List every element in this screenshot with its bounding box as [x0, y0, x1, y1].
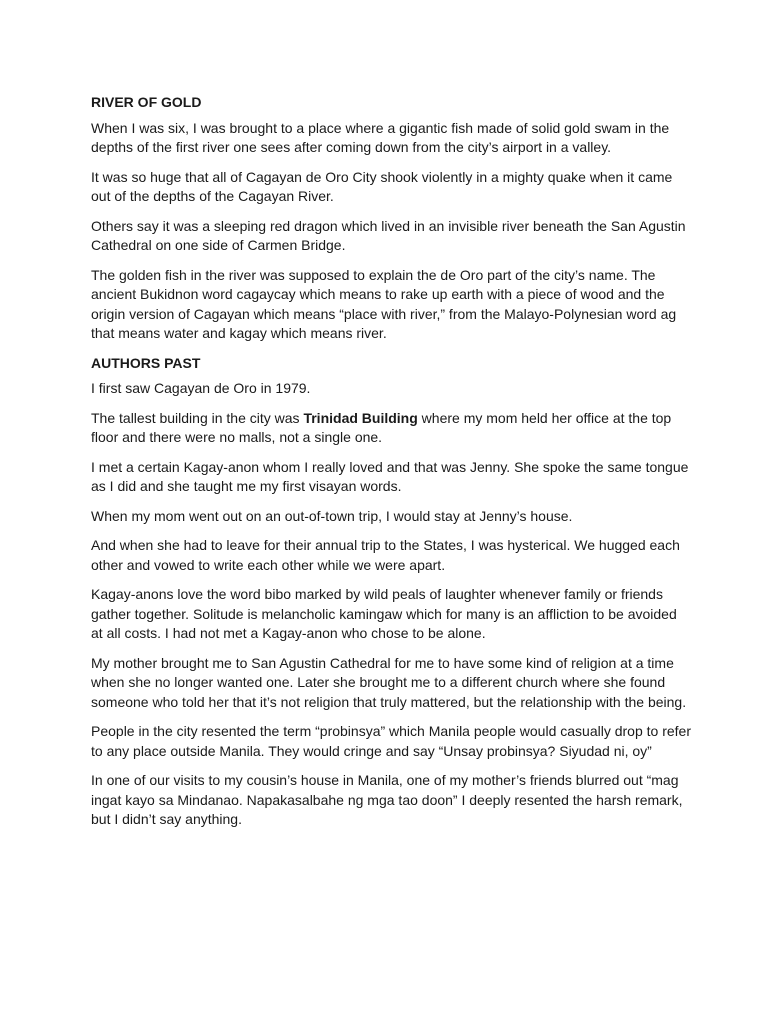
paragraph-text: The tallest building in the city was — [91, 409, 304, 426]
paragraph: It was so huge that all of Cagayan de Oro City shook violently in a mighty quake when it came out of the depths of the Cagayan River. — [91, 168, 673, 204]
paragraph-trinidad-building — [91, 409, 691, 448]
paragraph: I met a certain Kagay-anon whom I really loved and that was Jenny. She spoke the same tongue as I did and she taught me my first visayan words. — [91, 458, 689, 494]
paragraph: When I was six, I was brought to a place where a gigantic fish made of solid gold swam in the depths of the first river one sees after coming down from the city’s airport in a valley. — [91, 119, 670, 155]
paragraph: The golden fish in the river was supposed to explain the de Oro part of the city’s name. The ancient Bukidnon word cagaycay which means to rake up earth with a piece of wood and the origin version of Cagayan which means “place with river,” from the Malayo-Polynesian word ag that means water and kagay which means river. — [91, 266, 677, 341]
paragraph: And when she had to leave for their annual trip to the States, I was hysterical. We hugged each other and vowed to write each other while we were apart. — [91, 537, 680, 573]
paragraph-text: where my mom held her office at the top floor and there were no malls, not a single one. — [91, 409, 672, 445]
document-page — [91, 93, 691, 840]
section-heading-river-of-gold: RIVER OF GOLD — [91, 94, 202, 110]
section-heading-authors-past: AUTHORS PAST — [91, 354, 201, 371]
paragraph: Kagay-anons love the word bibo marked by wild peals of laughter whenever family or friends gather together. Solitude is melancholic kamingaw which for many is an affliction to be avoided at all costs. I had not met a Kagay-anon who chose to be alone. — [91, 586, 677, 641]
paragraph: People in the city resented the term “probinsya” which Manila people would casually drop to refer to any place outside Manila. They would cringe and say “Unsay probinsya? Siyudad ni, oy” — [91, 723, 691, 759]
paragraph: My mother brought me to San Agustin Cathedral for me to have some kind of religion at a time when she no longer wanted one. Later she brought me to a different church where she found someone who told her that it’s not religion that truly mattered, but the relationship with the being. — [91, 654, 687, 710]
paragraph: In one of our visits to my cousin’s house in Manila, one of my mother’s friends blurred out “mag ingat kayo sa Mindanao. Napakasalbahe ng mga tao doon” I deeply resented the harsh remark, but I didn’t say anything. — [91, 772, 683, 827]
bold-building-name: Trinidad Building — [303, 409, 418, 426]
paragraph: I first saw Cagayan de Oro in 1979. — [91, 380, 311, 396]
paragraph: Others say it was a sleeping red dragon which lived in an invisible river beneath the San Agustin Cathedral on one side of Carmen Bridge. — [91, 217, 686, 253]
paragraph: When my mom went out on an out-of-town trip, I would stay at Jenny’s house. — [91, 507, 573, 524]
